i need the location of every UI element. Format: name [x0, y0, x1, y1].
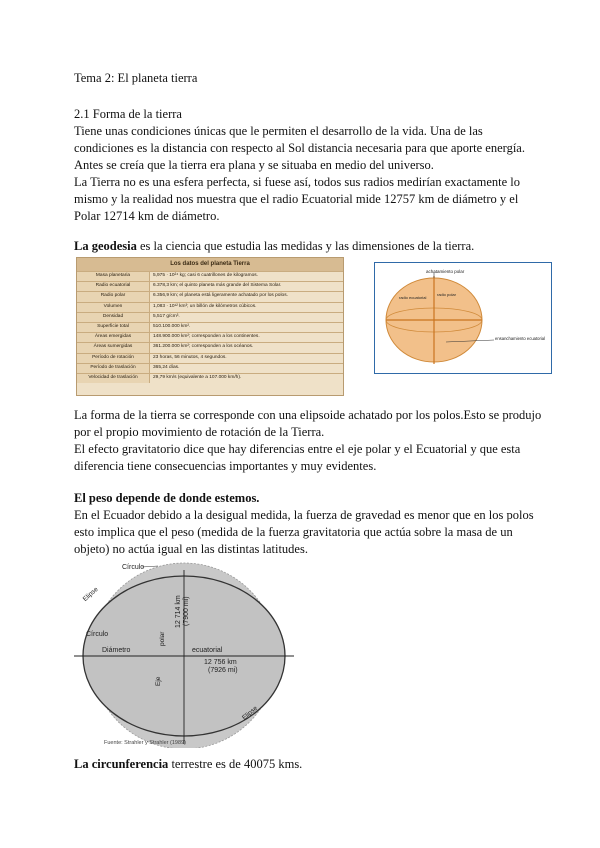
label-ensanchamiento: ensanchamiento ecuatorial	[495, 336, 546, 341]
text-line: La forma de la tierra se corresponde con una elipsoide achatado por los polos.Esto se produjo	[74, 408, 542, 422]
table-cell-label: Período de traslación	[77, 364, 150, 373]
geodesia-term: La geodesia	[74, 239, 137, 253]
table-cell-value: 5,517 g/cm³.	[153, 313, 180, 319]
circunferencia-line	[74, 756, 534, 774]
text-line: Tiene unas condiciones únicas que le permiten el desarrollo de la vida. Una de las	[74, 124, 483, 138]
table-cell-label: Superficie total	[77, 323, 150, 332]
ellipsoid-figure	[374, 262, 552, 374]
table-row	[77, 353, 343, 363]
table-title: Los datos del planeta Tierra	[77, 258, 343, 271]
label-radio-ecuatorial: radio ecuatorial	[399, 295, 427, 300]
label-eje: Eje	[155, 676, 162, 686]
table-row	[77, 363, 343, 373]
text-line: esto implica que el peso (medida de la fuerza gravitatoria que actúa sobre la masa de un	[74, 525, 513, 539]
table-row	[77, 281, 343, 291]
table-cell-label: Velocidad de traslación	[77, 374, 150, 383]
text-line: mismo y la realidad nos muestra que el radio Ecuatorial mide 12757 km de diámetro y el	[74, 192, 519, 206]
text-line: diferencia tiene consecuencias importantes y muy evidentes.	[74, 459, 377, 473]
table-cell-label: Áreas sumergidas	[77, 343, 150, 352]
circunferencia-value: terrestre es de 40075 kms.	[168, 757, 303, 771]
topic-heading: Tema 2: El planeta tierra	[74, 71, 198, 85]
table-row	[77, 271, 343, 281]
table-cell-label: Volumen	[77, 303, 150, 312]
label-diametro: Diámetro	[102, 647, 131, 654]
label-polar: polar	[159, 631, 166, 646]
geodesia-definition: es la ciencia que estudia las medidas y las dimensiones de la tierra.	[136, 239, 475, 253]
section-title: 2.1 Forma de la tierra	[74, 107, 182, 121]
label-circulo-top: Círculo	[122, 564, 145, 571]
table-row	[77, 332, 343, 342]
table-cell-value: 6.378,3 km; el quinto planeta más grande del Sistema Solar.	[153, 283, 282, 289]
label-radio-polar: radio polar	[437, 292, 456, 297]
geodesia-line	[74, 238, 554, 256]
table-row	[77, 302, 343, 312]
label-elipse-bottom: Elipse	[241, 704, 260, 722]
label-polar-km: 12 714 km	[175, 595, 182, 628]
table-cell-value: 6.356,9 km; el planeta está ligeramente achatado por los polos.	[153, 293, 288, 299]
table-cell-label: Radio polar	[77, 292, 150, 301]
label-elipse-top: Elipse	[81, 585, 100, 603]
circunferencia-term: La circunferencia	[74, 757, 169, 771]
table-row	[77, 312, 343, 322]
label-achatamiento: achatamiento polar	[426, 269, 465, 274]
table-cell-label: Período de rotación	[77, 354, 150, 363]
table-row	[77, 291, 343, 301]
table-cell-value: 365,24 días.	[153, 364, 180, 370]
table-cell-label: Áreas emergidas	[77, 333, 150, 342]
table-cell-value: 1,083 · 10¹² km³; un billón de kilómetros cúbicos.	[153, 303, 257, 309]
table-cell-value: 361.200.000 km²; corresponden a los océanos.	[153, 344, 254, 350]
label-eq-mi: (7926 mi)	[208, 667, 238, 674]
table-cell-value: 148.900.000 km²; corresponden a los continentes.	[153, 334, 260, 340]
label-ecuatorial: ecuatorial	[192, 647, 223, 654]
label-circulo-left: Círculo	[86, 631, 109, 638]
table-body	[77, 271, 343, 383]
text-line: condiciones es la distancia con respecto al Sol distancia necesaria para que aporte energía.	[74, 141, 525, 155]
table-cell-value: 23 horas, 56 minutos, 4 segundos.	[153, 354, 227, 360]
ellipse-circle-figure	[74, 560, 294, 748]
table-cell-value: 29,79 km/s (equivalente a 107.000 km/h).	[153, 374, 242, 380]
text-line: Polar 12714 km de diámetro.	[74, 209, 220, 223]
table-cell-value: 5,975 · 10²⁴ kg; casi 6 cuatrillones de kilogramos.	[153, 273, 258, 278]
table-cell-label: Densidad	[77, 313, 150, 322]
text-line: Antes se creía que la tierra era plana y se situaba en medio del universo.	[74, 158, 434, 172]
peso-title: El peso depende de donde estemos.	[74, 491, 260, 505]
table-row	[77, 322, 343, 332]
text-line: La Tierra no es una esfera perfecta, si fuese así, todos sus radios medirían exactamente lo	[74, 175, 521, 189]
label-eq-km: 12 756 km	[204, 659, 237, 666]
text-line: por el propio movimiento de rotación de la Tierra.	[74, 425, 325, 439]
text-line: El efecto gravitatorio dice que hay diferencias entre el eje polar y el Ecuatorial y que esta	[74, 442, 521, 456]
earth-data-table	[76, 257, 344, 396]
table-row	[77, 342, 343, 352]
table-cell-label: Masa planetaria	[77, 272, 150, 281]
figure-credit: Fuente: Strahler y Strahler (1989)	[104, 740, 186, 746]
label-polar-mi: (7900 mi)	[183, 596, 190, 626]
table-row	[77, 373, 343, 383]
table-cell-value: 510.100.000 km².	[153, 323, 191, 329]
table-cell-label: Radio ecuatorial	[77, 282, 150, 291]
text-line: En el Ecuador debido a la desigual medida, la fuerza de gravedad es menor que en los polos	[74, 508, 534, 522]
text-line: objeto) no actúa igual en las distintas latitudes.	[74, 542, 308, 556]
